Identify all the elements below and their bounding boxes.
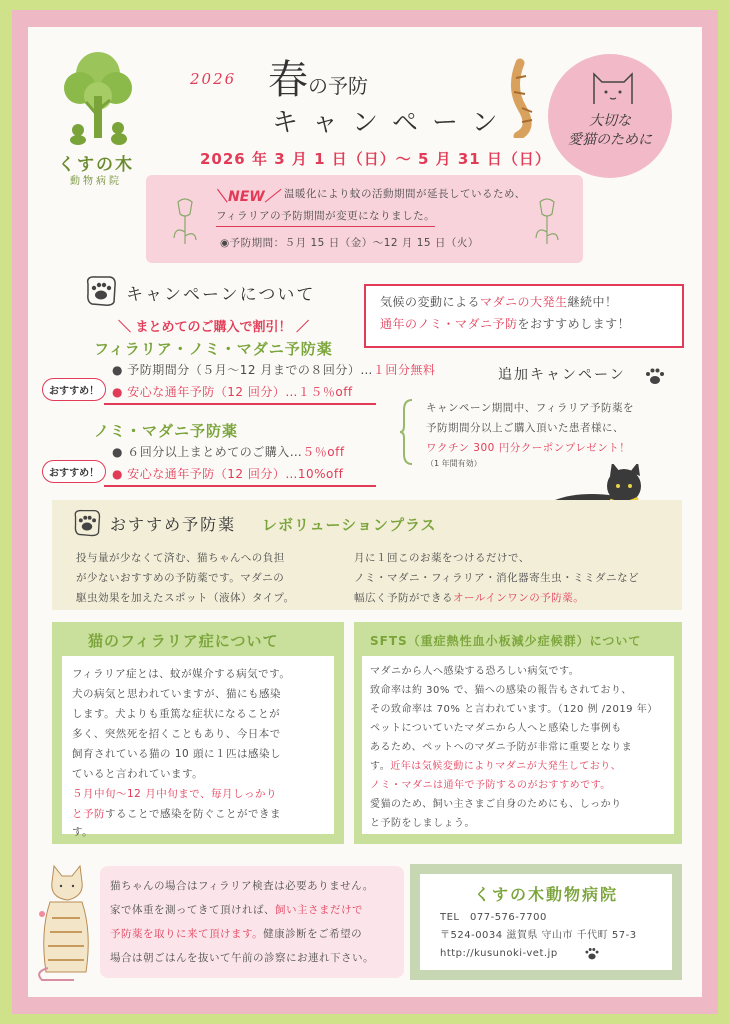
- sfts-l9: と予防をしましょう。: [370, 818, 475, 829]
- p1-item1: [112, 360, 435, 380]
- cat-face-icon: [588, 68, 638, 108]
- tulip-right-icon: [532, 196, 562, 246]
- circle-line2: 愛猫のために: [568, 132, 652, 148]
- recommend-heading-b: レボリューションプラス: [262, 516, 437, 534]
- filaria-l8-b: することで感染を防ぐことができま: [105, 808, 281, 820]
- paw-icon-small: [644, 366, 666, 386]
- filaria-l1: フィラリア症とは、蚊が媒介する病気です。: [72, 668, 291, 680]
- paw-icon: [84, 274, 118, 308]
- paw-icon-recommend: [72, 508, 102, 538]
- new-badge: ＼NEW／: [214, 189, 279, 205]
- filaria-heading: 猫のフィラリア症について: [88, 632, 279, 650]
- paw-icon-contact: [584, 946, 600, 961]
- extra-line3: ワクチン 300 円分クーポンプレゼント！: [426, 442, 631, 454]
- extra-line2: 予防期間分以上ご購入頂いた患者様に、: [426, 422, 624, 434]
- alert-line1-a: 気候の変動による: [380, 295, 481, 309]
- recommend-left3: 駆虫効果を加えたスポット（液体）タイプ。: [76, 592, 295, 604]
- clinic-address: 〒524-0034 滋賀県 守山市 千代町 57-3: [440, 930, 637, 941]
- alert-line1-c: 継続中！: [567, 295, 618, 309]
- sfts-l7: ノミ・マダニは通年で予防するのがおすすめです。: [370, 780, 611, 791]
- filaria-l9: す。: [72, 826, 94, 838]
- sfts-heading: SFTS（重症熱性血小板減少症候群）について: [370, 634, 642, 648]
- checkup-l2-a: 家で体重を測ってきて頂ければ、: [110, 904, 275, 916]
- filaria-l3: します。犬よりも重篤な症状になることが: [72, 708, 281, 720]
- sfts-l2: 致命率は約 30% で、猫への感染の報告もされており、: [370, 685, 632, 696]
- recommend-right3-a: 幅広く予防ができる: [354, 592, 453, 604]
- tulip-left-icon: [170, 196, 200, 246]
- extra-line1: キャンペーン期間中、フィラリア予防薬を: [426, 402, 634, 414]
- recommend-left1: 投与量が少なくて済む、猫ちゃんへの負担: [76, 552, 285, 564]
- recommend-right3-b: オールインワンの予防薬。: [453, 592, 585, 604]
- tabby-cat-illustration: [34, 862, 98, 982]
- campaign-subheading: ＼ まとめてのご購入で割引！ ／: [118, 320, 310, 335]
- checkup-l3: [110, 924, 362, 944]
- logo-subtitle: 動物病院: [70, 176, 122, 187]
- filaria-l6: ていると言われています。: [72, 768, 204, 780]
- checkup-l3-a: 予防薬を取りに来て頂けます。: [110, 928, 264, 940]
- campaign-subheading-text: まとめてのご購入で割引！: [135, 320, 292, 335]
- p1-item2: ● 安心な通年予防（12 回分）…１５％off: [112, 385, 353, 399]
- p2-item1-a: ● ６回分以上まとめてのご購入…: [112, 445, 303, 459]
- checkup-l1: 猫ちゃんの場合はフィラリア検査は必要ありません。: [110, 880, 374, 892]
- recommend-badge-2: おすすめ！: [42, 460, 106, 483]
- sfts-l1: マダニから人へ感染する恐ろしい病気です。: [370, 666, 580, 677]
- notice-line2: フィラリアの予防期間が変更になりました。: [216, 206, 435, 227]
- checkup-l2: [110, 900, 363, 920]
- logo-name: くすの木: [58, 155, 134, 175]
- tree-logo-icon: [58, 46, 138, 146]
- p2-item1: [112, 442, 345, 462]
- campaign-heading: キャンペーンについて: [126, 285, 316, 305]
- filaria-l2: 犬の病気と思われていますが、猫にも感染: [72, 688, 281, 700]
- notice-period: ◉予防期間：５月 15 日（金）～12 月 15 日（火）: [220, 237, 479, 249]
- title-suffix: の予防: [308, 74, 368, 98]
- new-badge-text: NEW: [228, 189, 265, 205]
- recommend-right2: ノミ・マダニ・フィラリア・消化器寄生虫・ミミダニなど: [354, 572, 640, 584]
- filaria-l8-a: と予防: [72, 808, 105, 820]
- checkup-l4: 場合は朝ごはんを抜いて午前の診察にお連れ下さい。: [110, 952, 374, 964]
- title-main: 春: [268, 57, 308, 103]
- sfts-l6-a: す。: [370, 761, 391, 772]
- cat-tail-icon: [500, 58, 540, 138]
- checkup-l2-b: 飼い主さまだけで: [275, 904, 363, 916]
- clinic-tel[interactable]: TEL 077-576-7700: [440, 912, 547, 923]
- extra-heading: 追加キャンペーン: [498, 367, 626, 383]
- checkup-l3-b: 健康診断をご希望の: [263, 928, 363, 940]
- filaria-l8: [72, 804, 281, 824]
- p2-item1-b: ５％off: [302, 445, 345, 459]
- p2-item2: ● 安心な通年予防（12 回分）…10%off: [112, 467, 344, 481]
- extra-note: （1 年間有効）: [426, 459, 482, 468]
- notice-line1: 温暖化により蚊の活動期間が延長しているため、: [284, 188, 526, 200]
- recommend-badge-1: おすすめ！: [42, 378, 106, 401]
- alert-line1-b: マダニの大発生: [480, 295, 568, 309]
- alert-line2: [380, 314, 630, 334]
- recommend-right1: 月に１回このお薬をつけるだけで、: [354, 552, 530, 564]
- alert-line1: [380, 292, 618, 312]
- brace-icon: [400, 398, 414, 466]
- filaria-l5: 飼育されている猫の 10 頭に１匹は感染し: [72, 748, 282, 760]
- extra-heading-wrap: [498, 364, 668, 394]
- p1-item1-a: ● 予防期間分（５月～12 月までの８回分）…: [112, 363, 373, 377]
- filaria-l7: ５月中旬～12 月中旬まで、毎月しっかり: [72, 788, 277, 800]
- filaria-l4: 多く、突然死を招くこともあり、今日本で: [72, 728, 281, 740]
- clinic-name: くすの木動物病院: [474, 885, 619, 904]
- sfts-l4: ペットについていたマダニから人へと感染した事例も: [370, 723, 622, 734]
- clinic-url[interactable]: http://kusunoki-vet.jp: [440, 948, 558, 959]
- sfts-l8: 愛猫のため、飼い主さまご自身のためにも、しっかり: [370, 799, 622, 810]
- recommend-right3: [354, 588, 584, 608]
- product2-name: ノミ・マダニ予防薬: [94, 422, 239, 440]
- campaign-year: 2026: [190, 70, 237, 88]
- recommend-left2: が少ないおすすめの予防薬です。マダニの: [76, 572, 285, 584]
- alert-line2-a: 通年のノミ・マダニ予防: [380, 317, 518, 331]
- sfts-l3: その致命率は 70% と言われています。（120 例 /2019 年）: [370, 704, 658, 715]
- sfts-l6-b: 近年は気候変動によりマダニが大発生しており、: [390, 761, 622, 772]
- alert-line2-b: をおすすめします！: [517, 317, 631, 331]
- sfts-l5: あるため、ペットへのマダニ予防が非常に重要となりま: [370, 742, 633, 753]
- product1-name: フィラリア・ノミ・マダニ予防薬: [94, 340, 333, 358]
- p1-item1-b: １回分無料: [372, 363, 436, 377]
- title-line2: キャンペーン: [272, 108, 512, 138]
- circle-line1: 大切な: [589, 113, 631, 129]
- sfts-l6: [370, 757, 621, 777]
- campaign-dates: 2026 年 3 月 1 日（日）～ 5 月 31 日（日）: [200, 150, 551, 168]
- title-line1: [268, 48, 458, 103]
- recommend-heading-a: おすすめ予防薬: [110, 515, 237, 534]
